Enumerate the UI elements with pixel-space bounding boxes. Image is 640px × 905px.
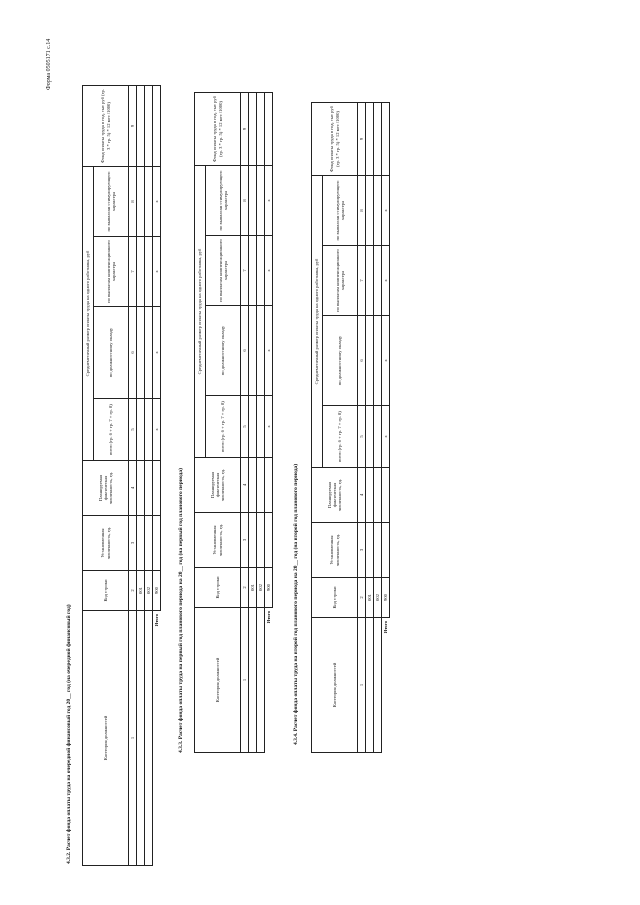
col-number: 4 (358, 468, 366, 523)
row-code: 001 (366, 578, 374, 618)
col-number: 8 (358, 176, 366, 246)
x-mark: x (382, 246, 390, 316)
col-number: 3 (241, 513, 249, 568)
payroll-table-second-plan-year (311, 102, 390, 753)
header-fund: Фонд оплаты труда в год, тыс руб (гр. 3 * гр. 5) * 12 мес /1000) (195, 93, 241, 166)
total-row (265, 93, 273, 753)
table-cell (257, 608, 265, 753)
col-number: 3 (358, 523, 366, 578)
table-row (374, 103, 382, 753)
header-established: Установленная численность, ед. (195, 513, 241, 568)
row-code: 002 (374, 578, 382, 618)
header-stim: по выплатам стимулирующего характера (323, 176, 358, 246)
row-code: 001 (249, 568, 257, 608)
total-code: 900 (265, 568, 273, 608)
column-numbers-row (129, 86, 137, 866)
header-planned: Планируемая фактическая численность, ед. (83, 461, 129, 516)
x-mark: x (153, 167, 161, 237)
total-label: Итого (266, 611, 272, 624)
x-mark: x (382, 406, 390, 468)
col-number: 2 (129, 571, 137, 611)
section-heading-4-3-3: 4.3.3. Расчет фонда оплаты труда на первый год планового периода на 20__ год (на первый год планового периода) (178, 468, 184, 753)
header-fund: Фонд оплаты труда в год, тыс руб (гр. 3 * гр. 5) * 12 мес /1000) (312, 103, 358, 176)
col-number: 1 (358, 618, 366, 753)
column-numbers-row (358, 103, 366, 753)
header-salary: по должностному окладу (206, 306, 241, 396)
col-number: 6 (129, 307, 137, 399)
x-mark: x (153, 307, 161, 399)
header-comp: по выплатам компенсационного характера (94, 237, 129, 307)
table-cell (137, 611, 145, 866)
x-mark: x (265, 396, 273, 458)
total-label: Итого (383, 621, 389, 634)
total-label: Итого (154, 614, 160, 627)
header-avg-group: Среднемесячный размер оплаты труда на одного работника, руб (312, 176, 323, 468)
total-row (153, 86, 161, 866)
col-number: 6 (358, 316, 366, 406)
x-mark: x (265, 236, 273, 306)
header-code: Код строки (312, 578, 358, 618)
table-cell (374, 618, 382, 753)
header-comp: по выплатам компенсационного характера (206, 236, 241, 306)
total-code: 900 (153, 571, 161, 611)
col-number: 5 (129, 399, 137, 461)
col-number: 1 (241, 608, 249, 753)
x-mark: x (153, 237, 161, 307)
col-number: 4 (241, 458, 249, 513)
table-cell (366, 618, 374, 753)
table-row (257, 93, 265, 753)
col-number: 1 (129, 611, 137, 866)
header-total: всего (гр. 6 + гр. 7 + гр. 8) (94, 399, 129, 461)
x-mark: x (265, 166, 273, 236)
header-stim: по выплатам стимулирующего характера (94, 167, 129, 237)
header-category: Категория должностей (83, 611, 129, 866)
col-number: 8 (241, 166, 249, 236)
col-number: 6 (241, 306, 249, 396)
col-number: 2 (241, 568, 249, 608)
header-code: Код строки (83, 571, 129, 611)
header-category: Категория должностей (312, 618, 358, 753)
header-category: Категория должностей (195, 608, 241, 753)
col-number: 3 (129, 516, 137, 571)
table-row (249, 93, 257, 753)
section-heading-4-3-4: 4.3.4. Расчет фонда оплаты труда на второй год планового периода на 20__ год (на второй год планового периода) (293, 463, 299, 745)
x-mark: x (382, 316, 390, 406)
x-mark: x (153, 399, 161, 461)
col-number: 9 (129, 86, 137, 167)
header-code: Код строки (195, 568, 241, 608)
col-number: 5 (358, 406, 366, 468)
header-established: Установленная численность, ед. (312, 523, 358, 578)
header-total: всего (гр. 6 + гр. 7 + гр. 8) (206, 396, 241, 458)
total-code: 900 (382, 578, 390, 618)
header-fund: Фонд оплаты труда в год, тыс руб (гр. 3 * гр. 5) * 12 мес /1000) (83, 86, 129, 167)
header-avg-group: Среднемесячный размер оплаты труда на одного работника, руб (195, 166, 206, 458)
payroll-table-current-year (82, 85, 161, 866)
col-number: 4 (129, 461, 137, 516)
col-number: 7 (358, 246, 366, 316)
table-cell (249, 608, 257, 753)
header-total: всего (гр. 6 + гр. 7 + гр. 8) (323, 406, 358, 468)
x-mark: x (382, 176, 390, 246)
header-avg-group: Среднемесячный размер оплаты труда на одного работника, руб (83, 167, 94, 461)
row-code: 002 (145, 571, 153, 611)
total-row (382, 103, 390, 753)
header-salary: по должностному окладу (94, 307, 129, 399)
section-heading-4-3-2: 4.3.2. Расчет фонда оплаты труда на очередной финансовый год 20__ год (на очередной финансовый год) (66, 604, 72, 864)
col-number: 9 (241, 93, 249, 166)
header-salary: по должностному окладу (323, 316, 358, 406)
table-row (137, 86, 145, 866)
column-numbers-row (241, 93, 249, 753)
header-comp: по выплатам компенсационного характера (323, 246, 358, 316)
x-mark: x (265, 306, 273, 396)
payroll-table-first-plan-year (194, 92, 273, 753)
table-row (366, 103, 374, 753)
table-cell (145, 611, 153, 866)
col-number: 8 (129, 167, 137, 237)
form-number: Форма 0505171 с.14 (46, 38, 52, 90)
col-number: 7 (129, 237, 137, 307)
table-row (145, 86, 153, 866)
header-stim: по выплатам стимулирующего характера (206, 166, 241, 236)
col-number: 5 (241, 396, 249, 458)
row-code: 002 (257, 568, 265, 608)
header-planned: Планируемая фактическая численность, ед. (195, 458, 241, 513)
col-number: 2 (358, 578, 366, 618)
col-number: 7 (241, 236, 249, 306)
header-established: Установленная численность, ед. (83, 516, 129, 571)
row-code: 001 (137, 571, 145, 611)
col-number: 9 (358, 103, 366, 176)
header-planned: Планируемая фактическая численность, ед. (312, 468, 358, 523)
